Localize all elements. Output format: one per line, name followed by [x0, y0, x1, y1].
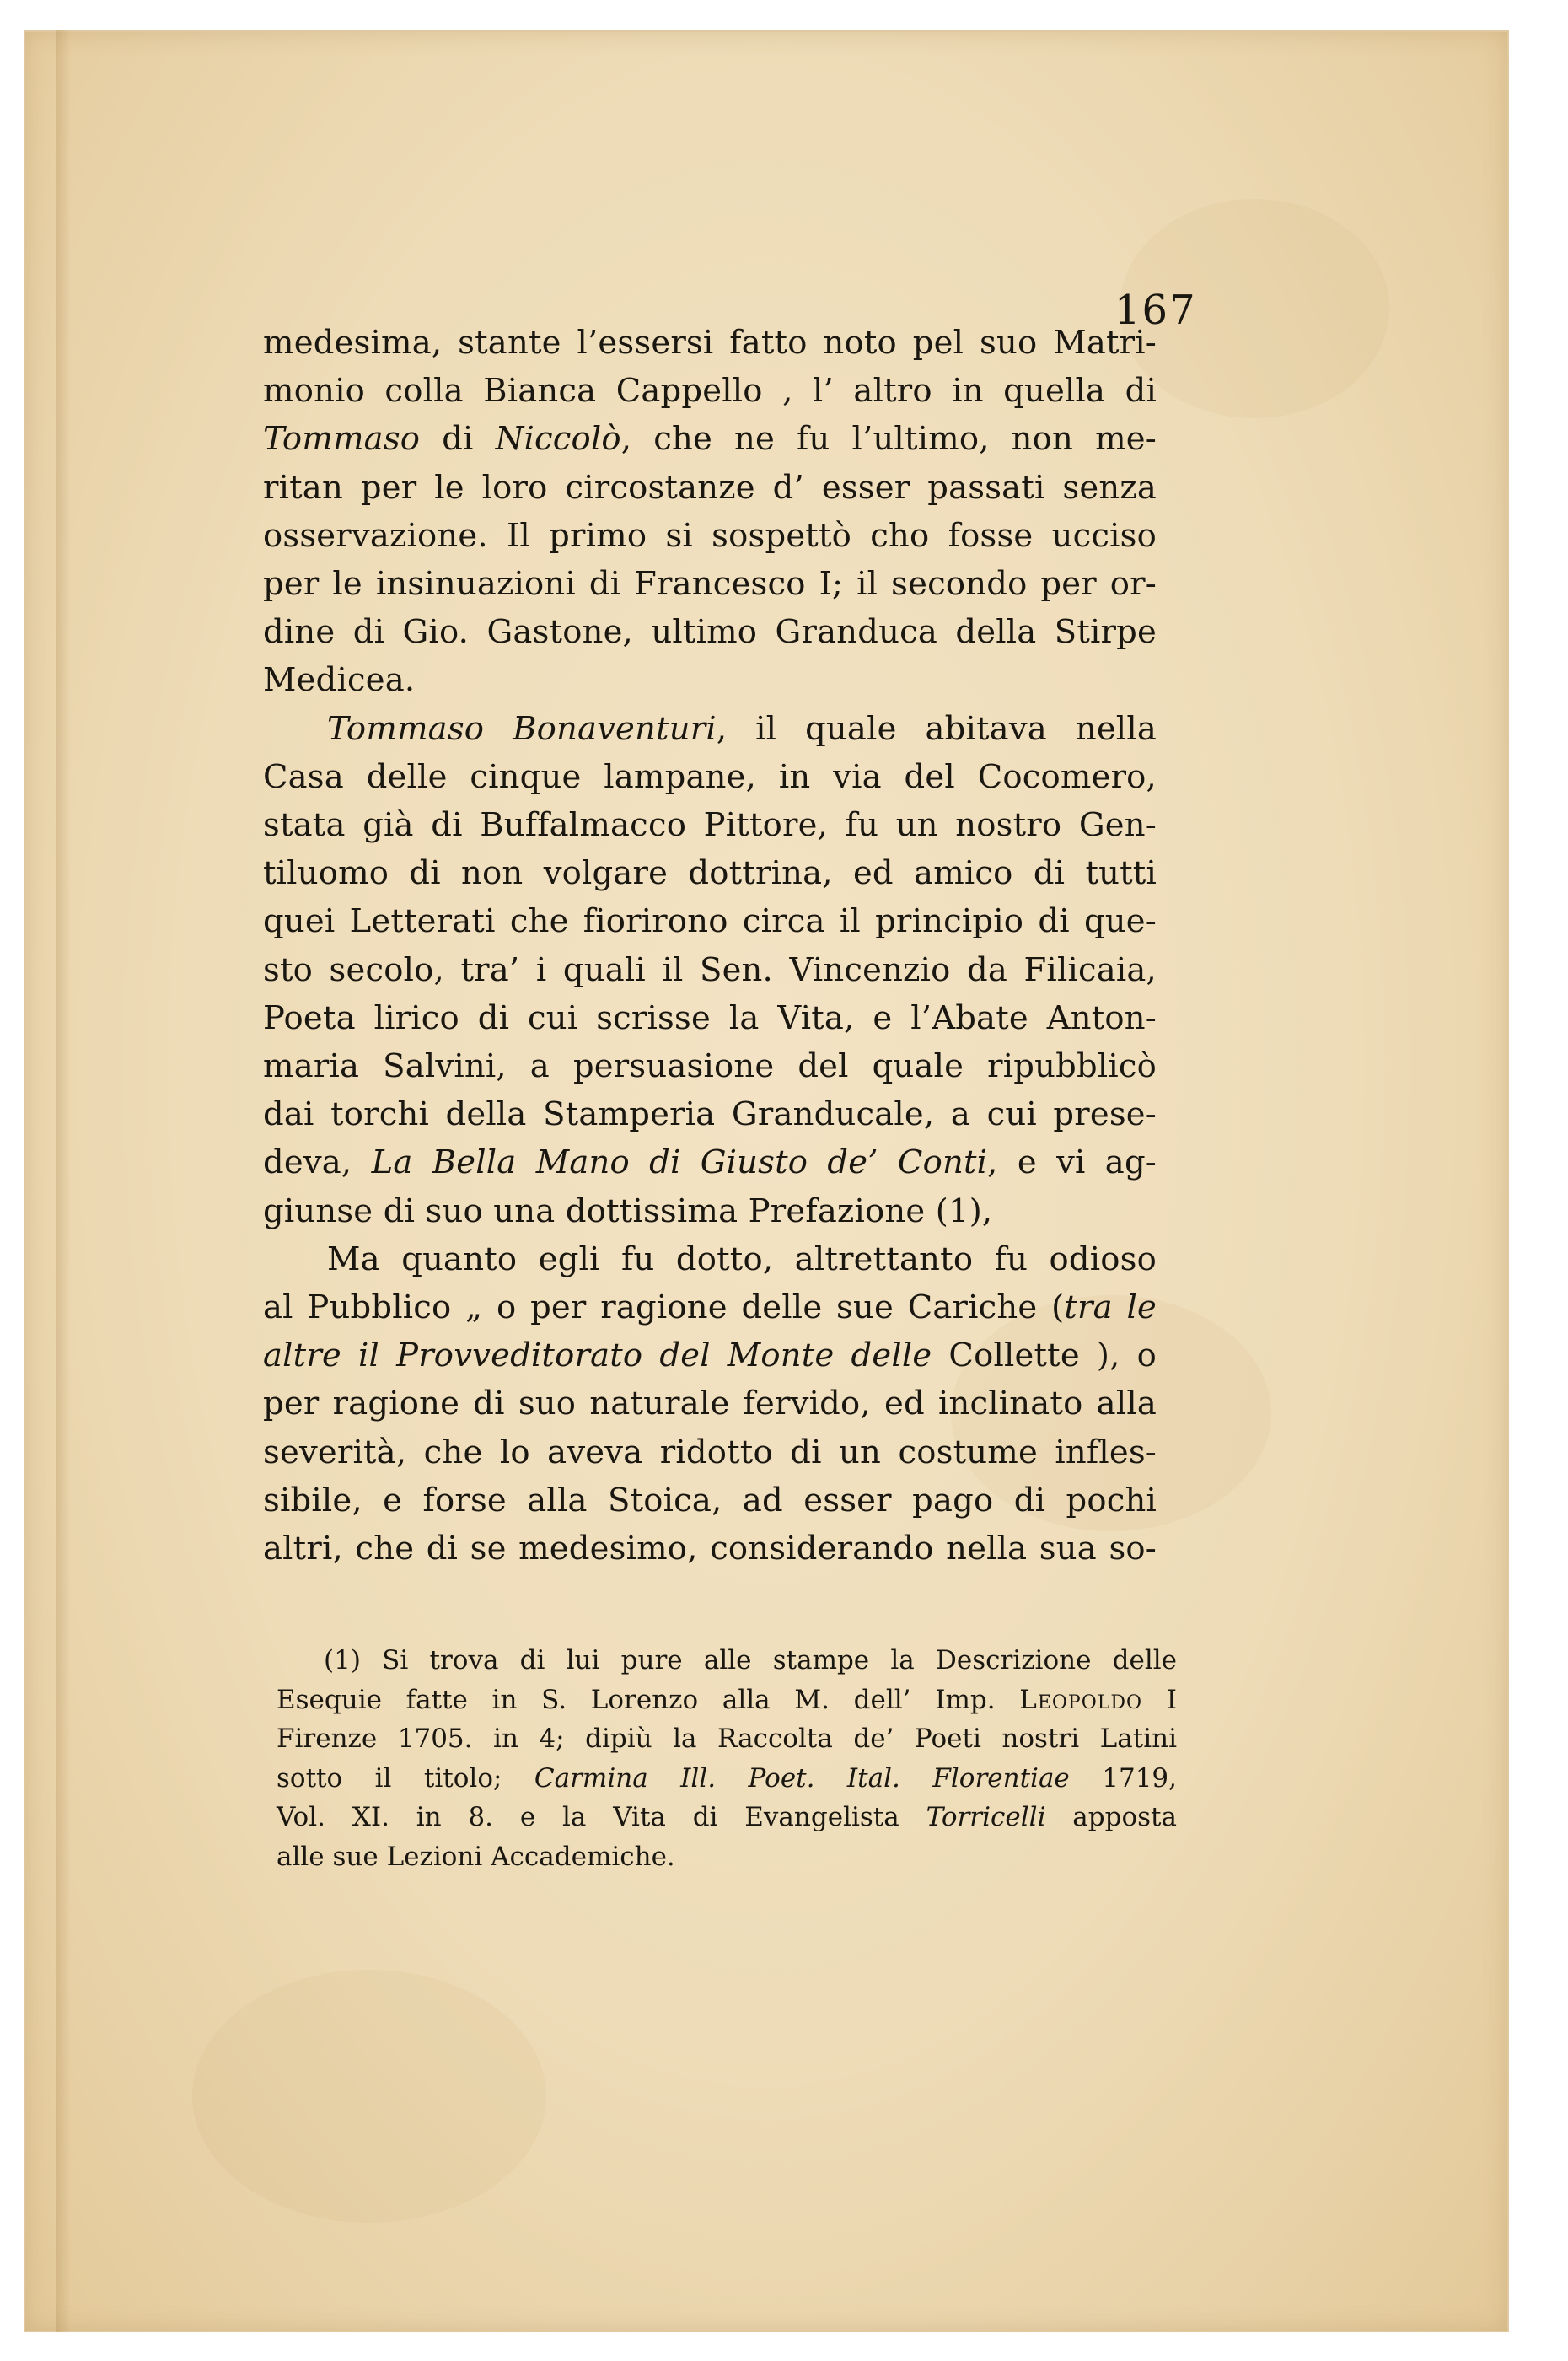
text-line: osservazione. Il primo si sospettò cho fosse ucciso [263, 516, 1157, 555]
text-line: per le insinuazioni di Francesco I; il secondo per or- [263, 565, 1157, 604]
italic-name: Niccolò [495, 420, 621, 459]
text-line: quei Letterati che fiorirono circa il principio di que- [263, 902, 1157, 941]
text-run: , il quale abitava nella [716, 709, 1157, 748]
text-run: I [1142, 1684, 1177, 1715]
italic-name: Tommaso Bonaventuri [327, 709, 717, 748]
text-run: deva, [263, 1143, 372, 1182]
text-line: altri, che di se medesimo, considerando nella sua so- [263, 1530, 1157, 1568]
text-line: tiluomo di non volgare dottrina, ed amico di tutti [263, 854, 1157, 893]
italic-name: Torricelli [926, 1802, 1046, 1832]
italic-title: La Bella Mano di Giusto de’ Conti [371, 1143, 988, 1182]
text-line: ritan per le loro circostanze d’ esser passati senza [263, 468, 1157, 507]
text-run: Collette ), o [932, 1336, 1157, 1375]
text-line: maria Salvini, a persuasione del quale ripubblicò [263, 1047, 1157, 1086]
italic-aside: altre il Provveditorato del Monte delle [263, 1336, 932, 1375]
text-line: Ma quanto egli fu dotto, altrettanto fu odioso [327, 1240, 1157, 1278]
text-line: sto secolo, tra’ i quali il Sen. Vincenzio da Filicaia, [263, 950, 1157, 989]
text-line: stata già di Buffalmacco Pittore, fu un nostro Gen- [263, 806, 1157, 845]
text-line: sibile, e forse alla Stoica, ad esser pago di pochi [263, 1481, 1157, 1519]
text-run: sotto il titolo; [277, 1762, 534, 1794]
text-line: giunse di suo una dottissima Prefazione (1), [263, 1191, 993, 1230]
binding-fold [56, 30, 71, 2332]
italic-aside: tra le [1064, 1288, 1157, 1327]
text-run: Vol. XI. in 8. e la Vita di Evangelista [277, 1802, 926, 1832]
text-line: medesima, stante l’essersi fatto noto pel suo Matri- [263, 324, 1157, 362]
page-number: 167 [1114, 287, 1197, 334]
text-line: dai torchi della Stamperia Granducale, a cui prese- [263, 1095, 1157, 1134]
footnote-line [277, 1798, 1177, 1837]
text-line: severità, che lo aveva ridotto di un costume infles- [263, 1433, 1157, 1471]
footnote-line [277, 1681, 1177, 1720]
text-line [263, 1138, 1157, 1186]
text-line [263, 1331, 1157, 1379]
footnote [277, 1641, 1177, 1876]
text-line [263, 705, 1157, 753]
text-line: Casa delle cinque lampane, in via del Cocomero, [263, 757, 1157, 796]
text-line [263, 415, 1157, 463]
italic-title: Carmina Ill. Poet. Ital. Florentiae [534, 1762, 1070, 1794]
footnote-line: alle sue Lezioni Accademiche. [277, 1841, 675, 1872]
text-line [263, 1283, 1157, 1331]
text-run: al Pubblico „ o per ragione delle sue Cariche ( [263, 1288, 1065, 1327]
text-run: , che ne fu l’ultimo, non me- [620, 420, 1157, 459]
text-run: 1719, [1069, 1762, 1177, 1794]
text-run: di [420, 420, 496, 459]
small-caps-name: Leopoldo [1019, 1684, 1143, 1715]
footnote-line [277, 1759, 1177, 1799]
main-text [263, 319, 1157, 1573]
footnote-line: (1) Si trova di lui pure alle stampe la Descrizione delle [324, 1645, 1177, 1675]
text-line: monio colla Bianca Cappello , l’ altro in quella di [263, 372, 1157, 411]
text-run: , e vi ag- [987, 1143, 1157, 1182]
text-run: Esequie fatte in S. Lorenzo alla M. dell’ Imp. [277, 1684, 1020, 1715]
text-line: Medicea. [263, 661, 416, 700]
text-run: apposta [1045, 1802, 1177, 1832]
italic-name: Tommaso [263, 420, 421, 459]
text-line: per ragione di suo naturale fervido, ed inclinato alla [263, 1385, 1157, 1423]
paper-stain [192, 1970, 546, 2223]
text-line: dine di Gio. Gastone, ultimo Granduca della Stirpe [263, 613, 1157, 652]
footnote-line: Firenze 1705. in 4; dipiù la Raccolta de’ Poeti nostri Latini [277, 1724, 1177, 1754]
text-line: Poeta lirico di cui scrisse la Vita, e l’Abate Anton- [263, 998, 1157, 1037]
